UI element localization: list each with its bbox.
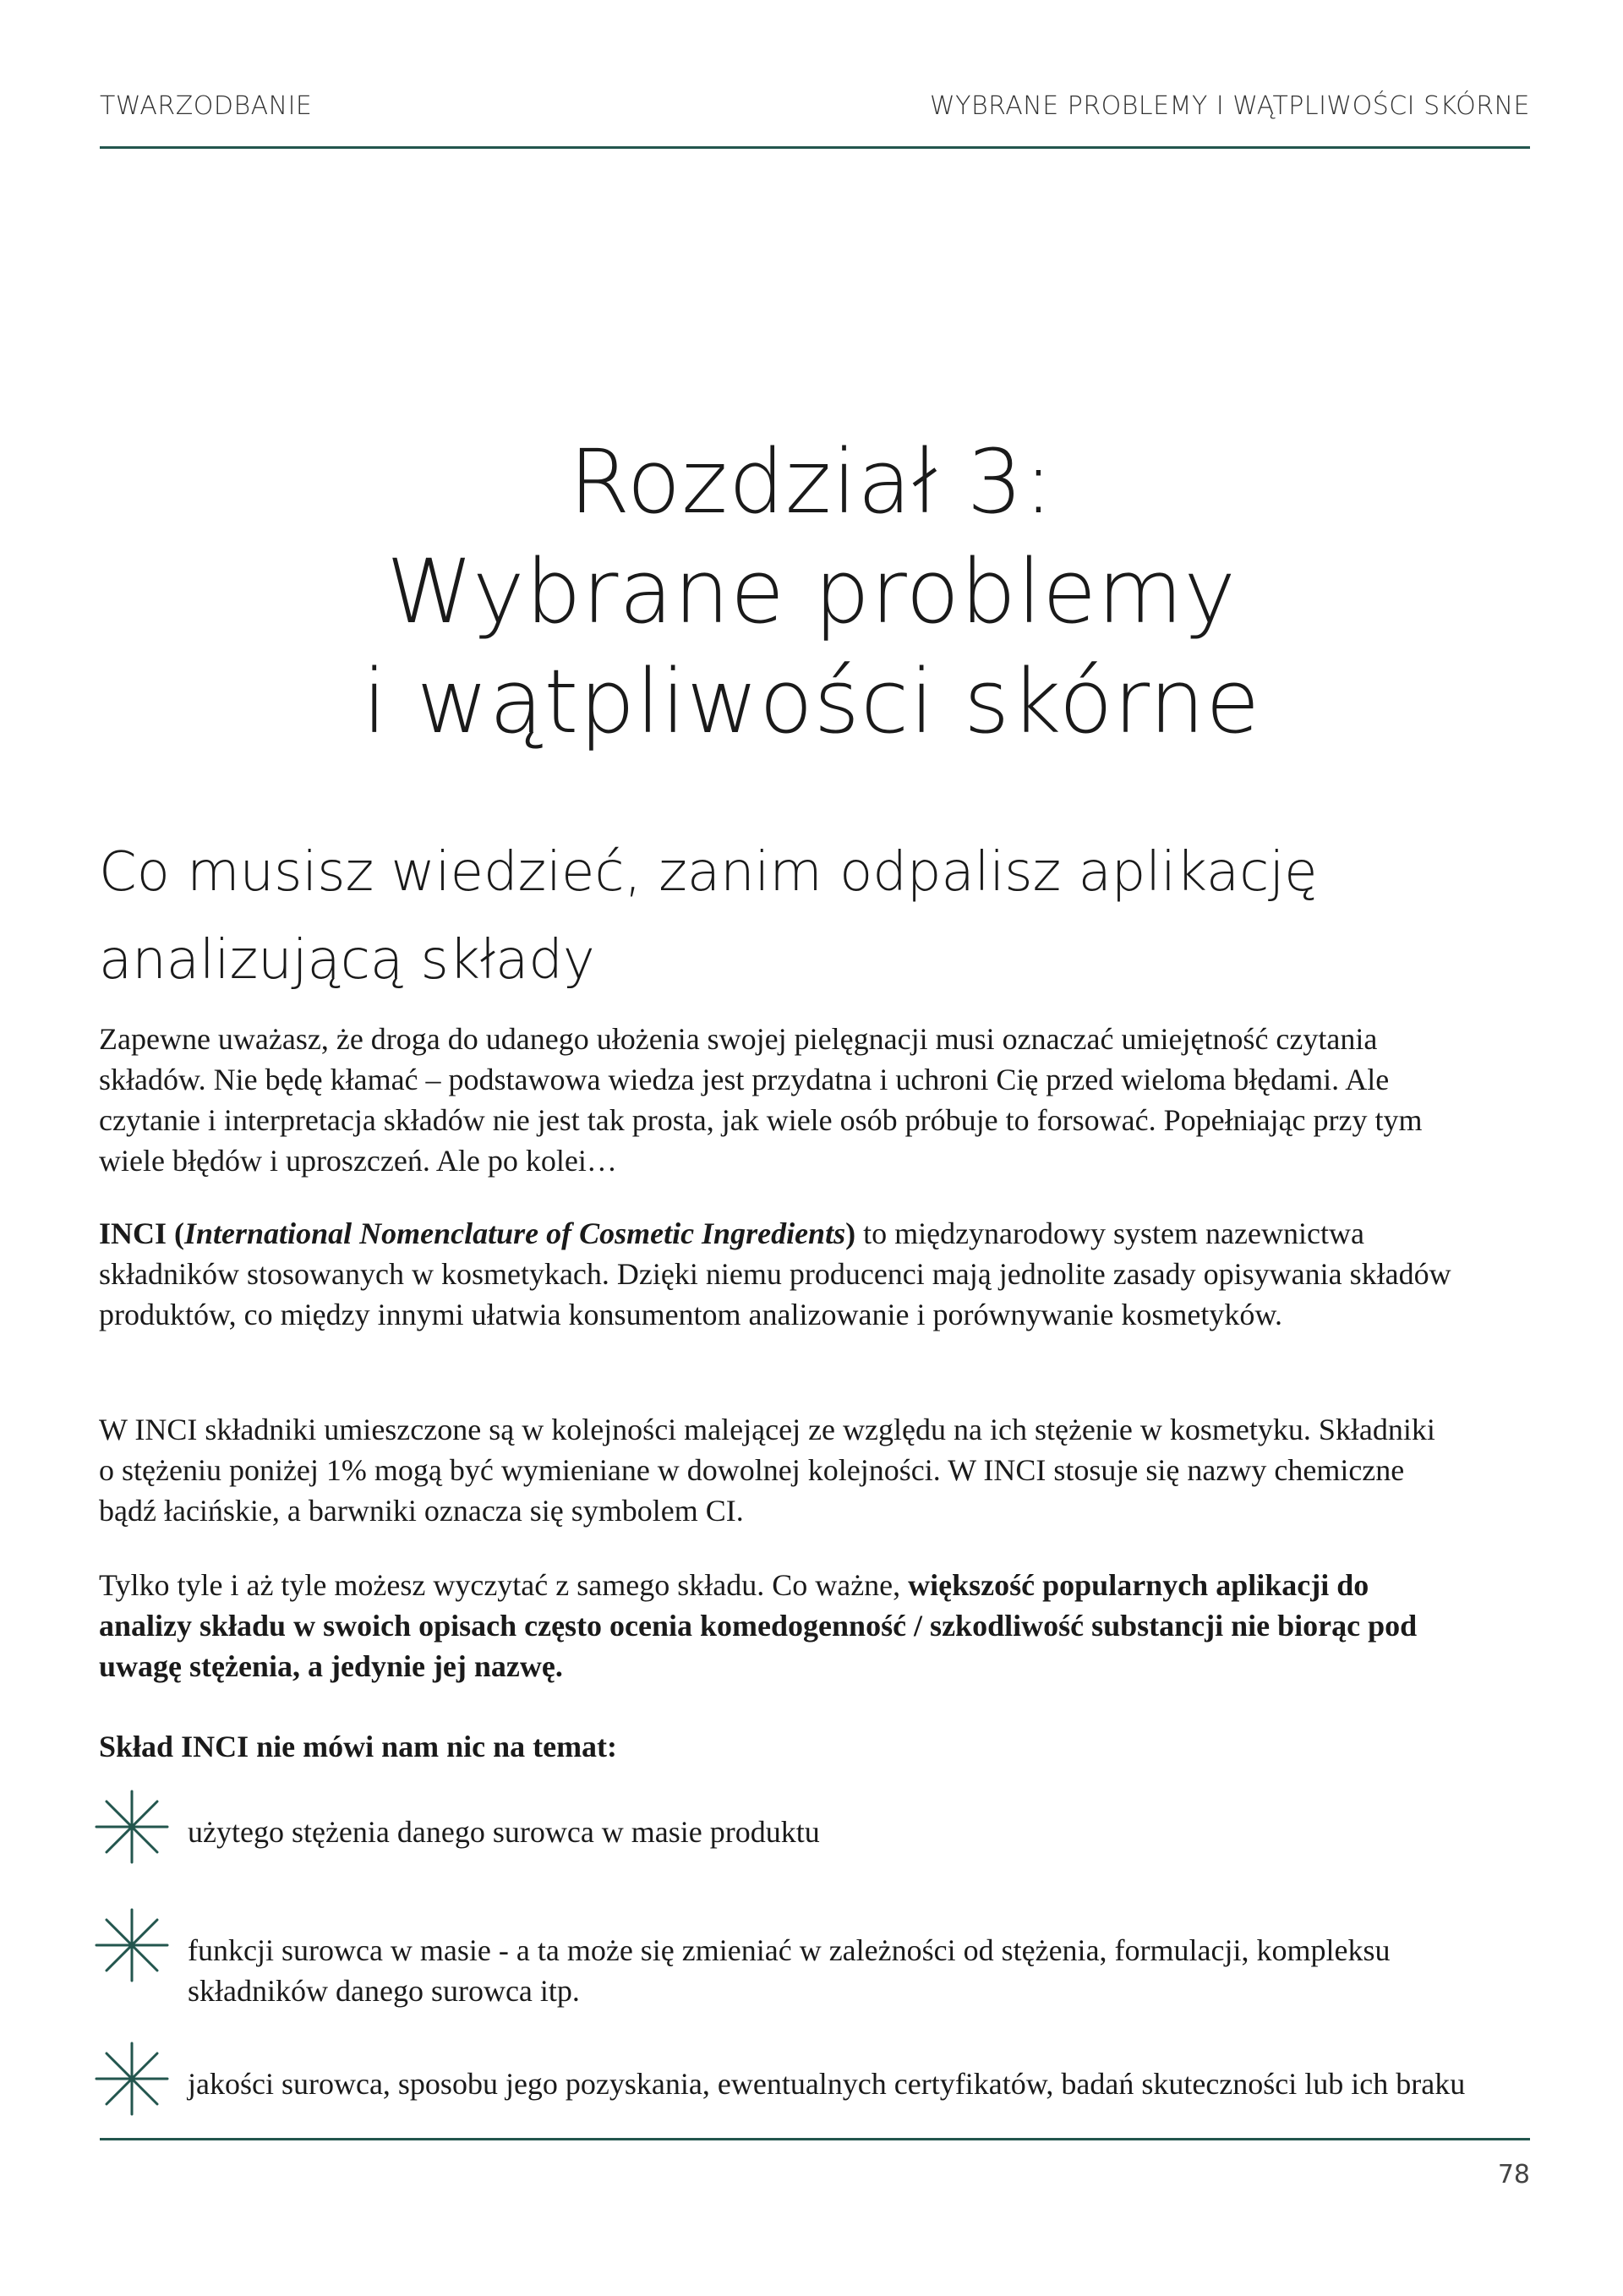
list-item-text: funkcji surowca w masie - a ta może się zmieniać w zależności od stężenia, formulacji, kompleksu składników danego surowca itp.: [188, 1933, 1391, 2008]
section-heading-line-1: Co musisz wiedzieć, zanim odpalisz aplikację: [99, 841, 1318, 904]
inci-definition-text: to międzynarodowy system nazewnictwa składników stosowanych w kosmetykach. Dzięki niemu producenci mają jednolite zasady opisywania składów produktów, co między innymi ułatwia konsumentom analizowanie i porównywanie kosmetyków.: [99, 1216, 1451, 1331]
apps-warning-bold: większość popularnych aplikacji do analizy składu w swoich opisach często ocenia komedogenność / szkodliwość substancji nie biorąc pod uwagę stężenia, a jedynie jej nazwę.: [99, 1568, 1418, 1683]
inci-term: INCI (: [99, 1216, 185, 1250]
paragraph-intro: Zapewne uważasz, że droga do udanego ułożenia swojej pielęgnacji musi oznaczać umiejętność czytania składów. Nie będę kłamać – podstawowa wiedza jest przydatna i uchroni Cię przed wieloma błędami. Ale czytanie i interpretacja składów nie jest tak prosta, jak wiele osób próbuje to forsować. Popełniając przy tym wiele błędów i uproszczeń. Ale po kolei…: [99, 1022, 1423, 1178]
chapter-title-line-1: Rozdział 3:: [569, 430, 1054, 533]
chapter-title: [0, 427, 1623, 757]
running-header: [100, 91, 1530, 121]
asterisk-star-icon: [93, 1906, 171, 1984]
bullet-list: [93, 1788, 1479, 2158]
footer-rule: [100, 2138, 1530, 2140]
paragraph-inci-order: W INCI składniki umieszczone są w kolejności malejącej ze względu na ich stężenie w kosmetyku. Składniki o stężeniu poniżej 1% mogą być wymieniane w dowolnej kolejności. W INCI stosuje się nazwy chemiczne bądź łacińskie, a barwniki oznacza się symbolem CI.: [99, 1413, 1435, 1528]
header-chapter-title: WYBRANE PROBLEMY I WĄTPLIWOŚCI SKÓRNE: [930, 91, 1530, 121]
inci-term-close: ): [845, 1216, 856, 1250]
list-heading: Skład INCI nie mówi nam nic na temat:: [99, 1730, 618, 1763]
paragraph-apps-warning: [99, 1565, 1456, 1686]
inci-full-name: International Nomenclature of Cosmetic Ingredients: [184, 1216, 846, 1250]
header-book-title: TWARZODBANIE: [100, 91, 313, 121]
chapter-title-line-3: i wątpliwości skórne: [362, 650, 1261, 753]
list-item: [93, 2040, 1479, 2158]
asterisk-star-icon: [93, 2040, 171, 2118]
paragraph-inci-definition: [99, 1213, 1456, 1335]
page-number: 78: [1497, 2160, 1530, 2189]
list-item-text: użytego stężenia danego surowca w masie produktu: [188, 1815, 820, 1849]
section-heading-line-2: analizującą składy: [99, 929, 595, 992]
chapter-title-line-2: Wybrane problemy: [386, 540, 1237, 643]
apps-warning-plain: Tylko tyle i aż tyle możesz wyczytać z samego składu. Co ważne,: [99, 1568, 909, 1602]
asterisk-star-icon: [93, 1788, 171, 1866]
header-rule: [100, 146, 1530, 149]
list-item: [93, 1906, 1479, 2040]
list-item-text: jakości surowca, sposobu jego pozyskania, ewentualnych certyfikatów, badań skuteczności lub ich braku: [188, 2067, 1466, 2101]
section-heading: [99, 828, 1468, 1004]
list-item: [93, 1788, 1479, 1906]
